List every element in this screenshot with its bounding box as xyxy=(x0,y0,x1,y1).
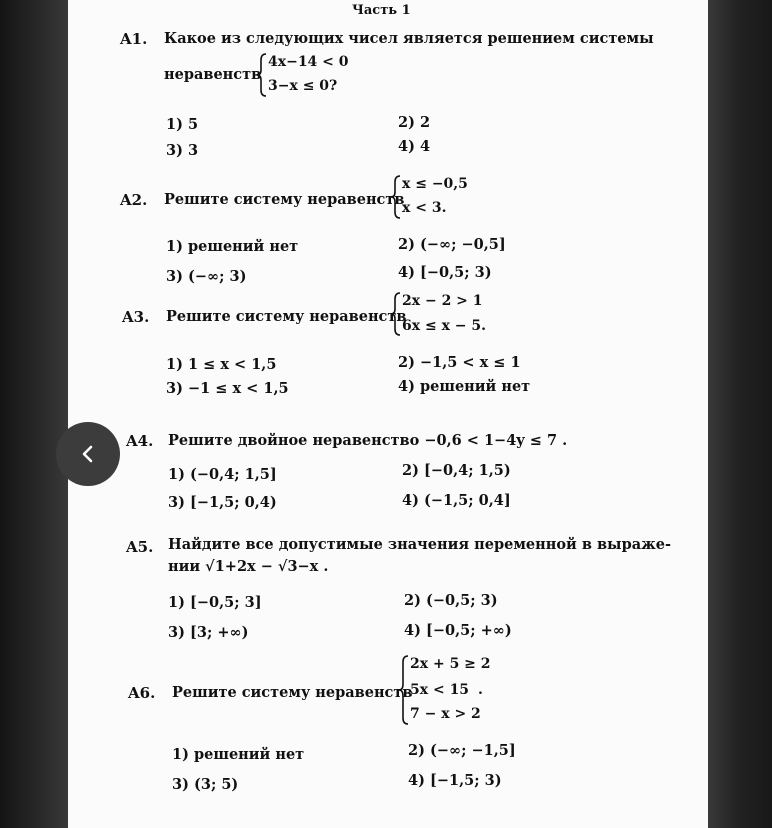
question-number-a2: A2. xyxy=(120,191,148,209)
option-a1-4: 4) 4 xyxy=(398,138,431,155)
option-a2-1: 1) решений нет xyxy=(166,238,299,255)
question-number-a1: A1. xyxy=(120,30,148,48)
option-a1-3: 3) 3 xyxy=(166,142,199,159)
question-number-a5: A5. xyxy=(126,538,154,556)
option-a5-3: 3) [3; +∞) xyxy=(168,624,249,641)
page-header: Часть 1 xyxy=(352,3,411,18)
background-left xyxy=(0,0,70,828)
option-a2-4: 4) [−0,5; 3) xyxy=(398,264,492,281)
system-line-a3-2: 6x ≤ x − 5. xyxy=(402,318,487,334)
question-number-a3: A3. xyxy=(122,308,150,326)
option-a6-3: 3) (3; 5) xyxy=(172,776,239,793)
question-text-a3: Решите систему неравенств xyxy=(166,308,407,325)
option-a3-4: 4) решений нет xyxy=(398,378,531,395)
system-line-a1-1: 4x−14 < 0 xyxy=(268,54,349,70)
option-a2-3: 3) (−∞; 3) xyxy=(166,268,247,285)
option-a5-1: 1) [−0,5; 3] xyxy=(168,594,262,611)
question-text-a2: Решите систему неравенств xyxy=(164,191,405,208)
question-text-a5-line2: нии √1+2x − √3−x . xyxy=(168,558,329,575)
background-right xyxy=(706,0,772,828)
option-a4-1: 1) (−0,4; 1,5] xyxy=(168,466,277,483)
system-line-a2-2: x < 3. xyxy=(402,200,447,216)
system-line-a1-2: 3−x ≤ 0? xyxy=(268,78,338,94)
brace-a2 xyxy=(390,174,402,220)
option-a4-2: 2) [−0,4; 1,5) xyxy=(402,462,511,479)
chevron-left-icon xyxy=(78,444,98,464)
option-a5-2: 2) (−0,5; 3) xyxy=(404,592,498,609)
question-text-a1-line1: Какое из следующих чисел является решением системы xyxy=(164,30,654,47)
option-a5-4: 4) [−0,5; +∞) xyxy=(404,622,512,639)
document-page xyxy=(68,0,708,828)
option-a6-4: 4) [−1,5; 3) xyxy=(408,772,502,789)
option-a6-2: 2) (−∞; −1,5] xyxy=(408,742,516,759)
brace-a1 xyxy=(256,52,268,98)
system-line-a6-1: 2x + 5 ≥ 2 xyxy=(410,656,491,672)
option-a3-2: 2) −1,5 < x ≤ 1 xyxy=(398,354,521,371)
question-number-a4: A4. xyxy=(126,432,154,450)
option-a4-3: 3) [−1,5; 0,4) xyxy=(168,494,277,511)
question-text-a6: Решите систему неравенств xyxy=(172,684,413,701)
system-end-a6: . xyxy=(478,682,483,698)
option-a3-1: 1) 1 ≤ x < 1,5 xyxy=(166,356,277,373)
question-number-a6: A6. xyxy=(128,684,156,702)
option-a1-1: 1) 5 xyxy=(166,116,199,133)
brace-a3 xyxy=(390,291,402,337)
option-a2-2: 2) (−∞; −0,5] xyxy=(398,236,506,253)
option-a1-2: 2) 2 xyxy=(398,114,431,131)
system-line-a2-1: x ≤ −0,5 xyxy=(402,176,468,192)
question-text-a4: Решите двойное неравенство −0,6 < 1−4y ≤ 7 . xyxy=(168,432,568,449)
brace-a6 xyxy=(398,654,410,726)
option-a6-1: 1) решений нет xyxy=(172,746,305,763)
question-text-a1-line2: неравенств xyxy=(164,66,262,83)
option-a3-3: 3) −1 ≤ x < 1,5 xyxy=(166,380,289,397)
system-line-a3-1: 2x − 2 > 1 xyxy=(402,293,483,309)
system-line-a6-3: 7 − x > 2 xyxy=(410,706,481,722)
back-button[interactable] xyxy=(56,422,120,486)
question-text-a5-line1: Найдите все допустимые значения переменной в выраже- xyxy=(168,536,672,553)
option-a4-4: 4) (−1,5; 0,4] xyxy=(402,492,511,509)
system-line-a6-2: 5x < 15 xyxy=(410,682,470,698)
